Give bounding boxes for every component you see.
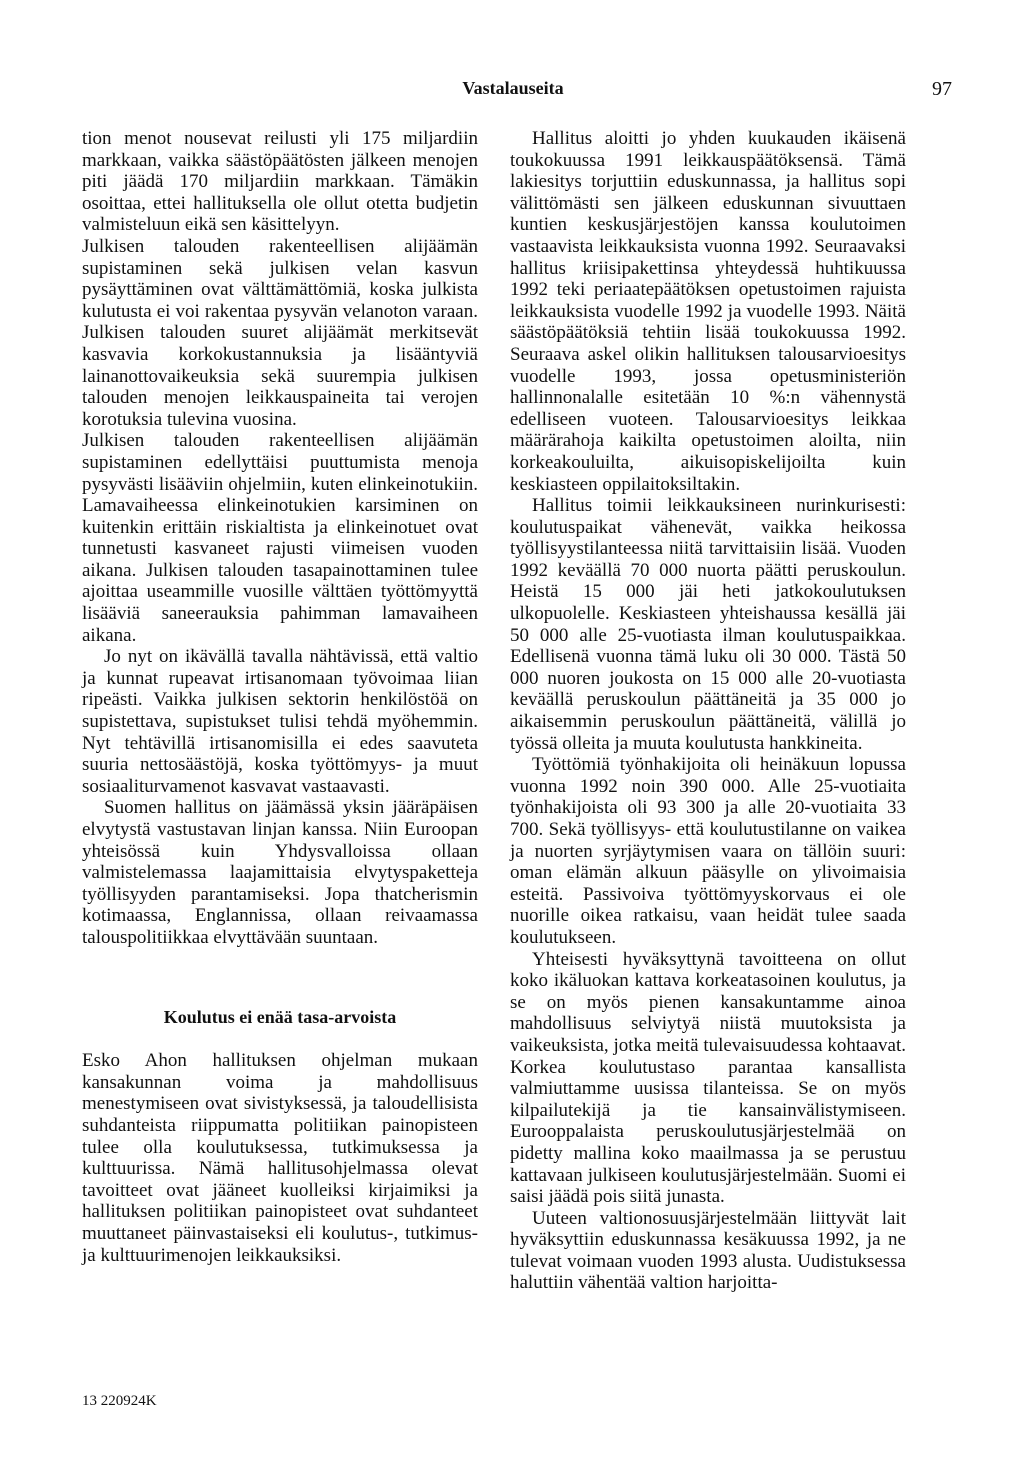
paragraph: Uuteen valtionosuusjärjestelmään liittyvät lait hyväksyttiin eduskunnassa kesäkuussa 1992, ja ne tulevat voimaan vuoden 1993 alusta. Uudistuksessa haluttiin vähentää valtion harjoitta-	[510, 1207, 906, 1294]
paragraph: tion menot nousevat reilusti yli 175 miljardiin markkaan, vaikka säästöpäätösten jälkeen menojen piti jäädä 170 miljardiin markkaan. Tämäkin osoittaa, ettei hallituksella ole ollut otetta budjetin valmisteluun eikä sen käsittelyyn.	[82, 128, 478, 236]
paragraph: Jo nyt on ikävällä tavalla nähtävissä, että valtio ja kunnat rupeavat irtisanomaan työvoimaa liian ripeästi. Vaikka julkisen sektorin henkilöstöä on supistettava, supistukset tulisi tehdä myöhemmin. Nyt tehtävillä irtisanomisilla ei edes saavuteta suuria nettosäästöjä, koska työttömyys- ja muut sosiaaliturvamenot kasvavat vastaavasti.	[82, 646, 478, 797]
right-column	[510, 128, 906, 1294]
left-column	[82, 128, 478, 1266]
paragraph: Hallitus aloitti jo yhden kuukauden ikäisenä toukokuussa 1991 leikkauspäätöksensä. Tämä lakiesitys torjuttiin eduskunnassa, ja hallitus sopi välittömästi sen jälkeen eduskunnan sivuuttaen kuntien keskusjärjestöjen kanssa koulutoimen vastaavista leikkauksista vuonna 1992. Seuraavaksi hallitus kriisipakettinsa yhteydessä huhtikuussa 1992 teki periaatepäätöksen opetustoimen rajuista leikkauksista vuodelle 1992 ja vuodelle 1993. Näitä säästöpäätöksiä tehtiin lisää toukokuussa 1992. Seuraava askel olikin hallituksen talousarvioesitys vuodelle 1993, jossa opetusministeriön hallinnonalalle esitetään 10 %:n vähennystä edelliseen vuoteen. Talousarvioesitys leikkaa määrärahoja kaikilta opetustoimen aloilta, niin korkeakouluilta, aikuisopiskelijoilta kuin keskiasteen oppilaitoksiltakin.	[510, 128, 906, 495]
footer-code: 13 220924K	[82, 1393, 157, 1409]
section-heading: Koulutus ei enää tasa-arvoista	[163, 1006, 397, 1027]
running-head-title: Vastalauseita	[462, 78, 564, 98]
paragraph: Yhteisesti hyväksyttynä tavoitteena on ollut koko ikäluokan kattava korkeatasoinen koulutus, ja se on myös pienen kansakuntamme ainoa mahdollisuus selviytyä niistä muutoksista ja vaikeuksista, jotka meitä tulevaisuudessa kohtaavat. Korkea koulutustaso parantaa kansallista valmiuttamme uusissa tilanteissa. Se on myös kilpailutekijä ja tie kansainvälistymiseen. Eurooppalaista peruskoulutusjärjestelmää on pidetty mallina koko maailmassa ja se perustuu kattavaan julkiseen koulutusjärjestelmään. Suomi ei saisi jäädä pois siitä junasta.	[510, 948, 906, 1208]
paragraph: Julkisen talouden rakenteellisen alijäämän supistaminen edellyttäisi puuttumista menoja pysyvästi lisääviin ohjelmiin, kuten elinkeinotukiin. Lamavaiheessa elinkeinotukien karsiminen on kuitenkin erittäin riskialtista ja elinkeinotuet ovat tunnetusti kasvaneet rajusti viimeisen vuoden aikana. Julkisen talouden tasapainottaminen tulee ajoittaa useammille vuosille välttäen työttömyyttä lisääviä saneerauksia pahimman lamavaiheen aikana.	[82, 430, 478, 646]
paragraph: Hallitus toimii leikkauksineen nurinkurisesti: koulutuspaikat vähenevät, vaikka heikossa työllisyystilanteessa niitä tarvittaisiin lisää. Vuoden 1992 keväällä 70 000 nuorta päätti peruskoulun. Heistä 15 000 jäi heti jatkokoulutuksen ulkopuolelle. Keskiasteen yhteishaussa kesällä jäi 50 000 alle 25-vuotiasta ilman koulutuspaikkaa. Edellisenä vuonna tämä luku oli 30 000. Tästä 50 000 nuoren joukosta on 15 000 alle 20-vuotiasta keväällä peruskoulun päättäneitä ja 35 000 jo aikaisemmin peruskoulun päättäneitä, välillä jo työssä olleita ja muuta koulutusta hankkineita.	[510, 495, 906, 754]
page-number: 97	[932, 78, 952, 100]
paragraph: Työttömiä työnhakijoita oli heinäkuun lopussa vuonna 1992 noin 390 000. Alle 25-vuotiaita työnhakijoista oli 93 300 ja alle 20-vuotiaita 33 700. Sekä työllisyys- että koulutustilanne on vaikea ja nuorten syrjäytymisen vaara on tällöin suuri: oman elämän alkuun pääsylle on ylivoimaisia esteitä. Passivoiva työttömyyskorvaus ei ole nuorille oikea ratkaisu, vaan heidät tulee saada koulutukseen.	[510, 754, 906, 948]
paragraph: Suomen hallitus on jäämässä yksin jääräpäisen elvytystä vastustavan linjan kanssa. Niin Euroopan yhteisössä kuin Yhdysvalloissa ollaan valmistelemassa laajamittaisia elvytyspaketteja työllisyyden parantamiseksi. Jopa thatcherismin kotimaassa, Englannissa, ollaan reivaamassa talouspolitiikkaa elvyttävään suuntaan.	[82, 797, 478, 948]
paragraph: Julkisen talouden rakenteellisen alijäämän supistaminen sekä julkisen velan kasvun pysäyttäminen ovat välttämättömiä, koska julkista kulutusta ei voi rakentaa pysyvän velanoton varaan. Julkisen talouden suuret alijäämät merkitsevät kasvavia korkokustannuksia ja lisääntyviä lainanottovaikeuksia sekä suurempia julkisen talouden menojen leikkauspaineita tai verojen korotuksia tulevina vuosina.	[82, 235, 478, 430]
paragraph: Esko Ahon hallituksen ohjelman mukaan kansakunnan voima ja mahdollisuus menestymiseen ovat sivistyksessä, ja taloudellisista suhdanteista riippumatta politiikan painopisteen tulee olla koulutuksessa, tutkimuksessa ja kulttuurissa. Nämä hallitusohjelmassa olevat tavoitteet ovat jääneet kuolleiksi kirjaimiksi ja hallituksen politiikan painopisteet ovat suhdanteet muuttaneet päinvastaiseksi eli koulutus-, tutkimus- ja kulttuurimenojen leikkauksiksi.	[82, 1050, 478, 1266]
running-head	[0, 78, 1024, 99]
